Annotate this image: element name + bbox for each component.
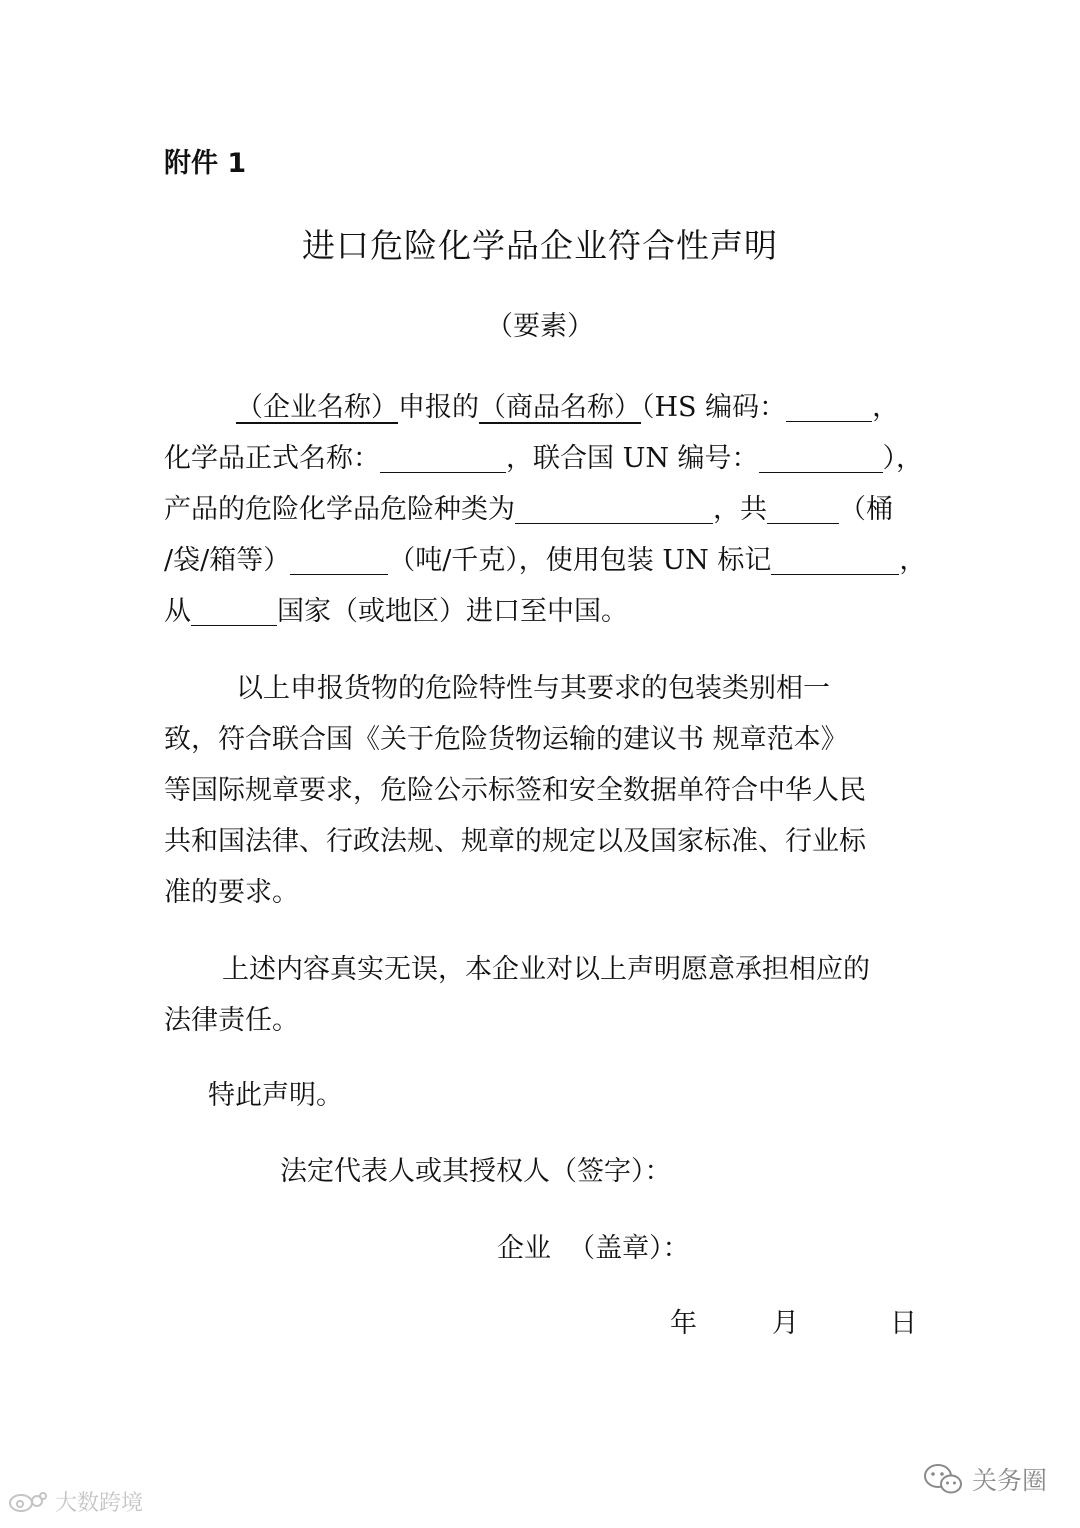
country-blank — [191, 595, 277, 626]
date-day-label: 日 — [890, 1308, 917, 1339]
watermark-right-text: 关务圈 — [971, 1466, 1047, 1495]
comma: ， — [899, 545, 927, 576]
hs-code-label: （HS 编码： — [641, 392, 787, 423]
p2-line-5: 准的要求。 — [164, 877, 299, 908]
p1-line-1 — [236, 388, 899, 428]
wechat-icon — [922, 1462, 964, 1502]
document-subtitle: （要素） — [486, 311, 594, 342]
un-number-blank — [759, 442, 883, 473]
watermark-left — [8, 1486, 143, 1520]
p2-line-3: 等国际规章要求，危险公示标签和安全数据单符合中华人民 — [164, 775, 866, 806]
p1-line-3 — [164, 490, 893, 530]
p2-line-4: 共和国法律、行政法规、规章的规定以及国家标准、行业标 — [164, 826, 866, 857]
representative-signature-label: 法定代表人或其授权人（签字）： — [280, 1156, 672, 1187]
closing-paren: ）， — [882, 443, 924, 474]
hazard-class-blank — [515, 493, 713, 524]
quantity-blank — [767, 493, 839, 524]
p3-line-1: 上述内容真实无误，本企业对以上声明愿意承担相应的 — [222, 954, 870, 985]
watermark-right — [922, 1461, 1047, 1502]
p1-line-5 — [164, 592, 628, 632]
chem-name-blank — [380, 442, 506, 473]
document-title: 进口危险化学品企业符合性声明 — [302, 226, 778, 265]
from-label: 从 — [164, 596, 191, 627]
unit-open: （桶 — [839, 494, 893, 525]
product-name-field: （商品名称） — [479, 392, 641, 423]
p2-line-2: 致，符合联合国《关于危险货物运输的建议书 规章范本》 — [164, 724, 848, 755]
p2-line-1: 以上申报货物的危险特性与其要求的包装类别相一 — [236, 673, 830, 704]
company-name-field: （企业名称） — [236, 392, 398, 423]
text-declared: 申报的 — [398, 392, 479, 423]
packaging-un-label: （吨/千克），使用包装 UN 标记 — [388, 545, 772, 576]
company-seal-label: 企业 （盖章）： — [497, 1233, 690, 1264]
import-to-china-text: 国家（或地区）进口至中国。 — [277, 596, 628, 627]
container-unit-label: /袋/箱等） — [164, 545, 291, 576]
annex-label: 附件 1 — [164, 148, 247, 179]
weibo-icon — [8, 1488, 48, 1520]
chem-name-label: 化学品正式名称： — [164, 443, 380, 474]
hazard-class-label: 产品的危险化学品危险种类为 — [164, 494, 515, 525]
date-year-label: 年 — [670, 1308, 697, 1339]
date-month-label: 月 — [772, 1308, 799, 1339]
packaging-un-blank — [771, 544, 899, 575]
hs-code-blank — [786, 391, 872, 422]
un-number-label: ，联合国 UN 编号： — [506, 443, 759, 474]
closing-statement: 特此声明。 — [208, 1080, 343, 1111]
p1-line-4 — [164, 541, 926, 581]
p1-line-2 — [164, 439, 923, 479]
comma: ， — [872, 392, 900, 423]
total-label: ，共 — [713, 494, 767, 525]
watermark-left-text: 大数跨境 — [55, 1491, 144, 1516]
weight-blank — [290, 544, 388, 575]
p3-line-2: 法律责任。 — [164, 1005, 299, 1036]
